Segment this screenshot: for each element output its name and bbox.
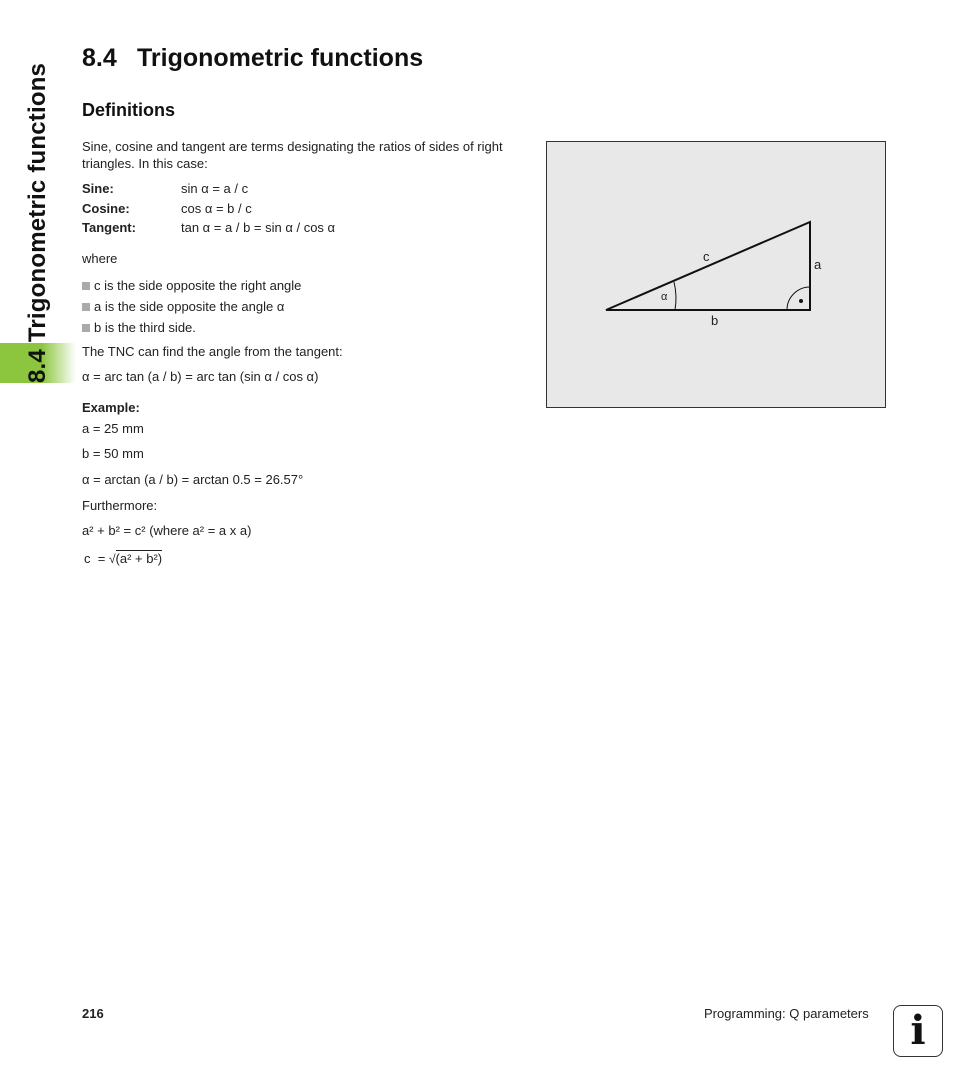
bullet-text: a is the side opposite the angle α — [94, 299, 285, 314]
subheading: Definitions — [82, 100, 175, 120]
bullet-square-icon — [82, 282, 90, 290]
label-b: b — [711, 313, 719, 328]
hypotenuse-formula — [84, 550, 162, 568]
formula-prefix: c = — [84, 551, 109, 566]
bullet-square-icon — [82, 303, 90, 311]
formula-radicand: (a² + b²) — [115, 551, 163, 566]
section-number: 8.4 — [82, 44, 117, 72]
definition-label: Sine: — [82, 181, 114, 196]
sqrt-icon: √ — [108, 552, 116, 566]
definition-label: Cosine: — [82, 200, 130, 216]
example-line: a² + b² = c² (where a² = a x a) — [82, 523, 252, 538]
page-title — [82, 44, 423, 73]
example-line: a = 25 mm — [82, 421, 144, 436]
right-angle-dot — [799, 299, 803, 303]
page-number: 216 — [82, 1006, 104, 1021]
definition-cosine — [82, 199, 335, 219]
triangle-figure — [546, 141, 886, 408]
tangent-text: The TNC can find the angle from the tangent: — [82, 344, 343, 359]
bullet-text: b is the third side. — [94, 320, 196, 335]
intro-text: Sine, cosine and tangent are terms designating the ratios of sides of right triangles. In this case: — [82, 139, 503, 171]
definition-tangent — [82, 218, 335, 238]
label-c: c — [703, 249, 710, 264]
angle-alpha-arc — [674, 282, 676, 310]
triangle-shape — [606, 222, 810, 310]
definition-label: Tangent: — [82, 220, 136, 235]
definition-formula: sin α = a / c — [181, 181, 249, 196]
label-alpha: α — [661, 291, 668, 303]
definition-formula: cos α = b / c — [181, 200, 252, 216]
bullet-square-icon — [82, 324, 90, 332]
definitions-list — [82, 179, 335, 238]
example-label: Example: — [82, 400, 140, 415]
side-section-title: 8.4 Trigonometric functions — [24, 62, 51, 383]
section-title: Trigonometric functions — [137, 44, 424, 72]
chapter-name: Programming: Q parameters — [704, 1006, 869, 1021]
info-icon — [893, 1005, 943, 1057]
list-item — [82, 275, 301, 296]
example-line: Furthermore: — [82, 498, 158, 513]
label-a: a — [814, 257, 822, 272]
triangle-diagram — [547, 142, 885, 407]
list-item — [82, 296, 301, 317]
example-line: α = arctan (a / b) = arctan 0.5 = 26.57° — [82, 472, 304, 487]
definition-formula: tan α = a / b = sin α / cos α — [181, 220, 336, 235]
right-angle-arc — [787, 287, 810, 310]
bullet-list — [82, 275, 301, 338]
where-text: where — [82, 251, 118, 266]
definition-sine — [82, 179, 335, 199]
example-line: b = 50 mm — [82, 446, 144, 461]
bullet-text: c is the side opposite the right angle — [94, 278, 302, 293]
tangent-formula: α = arc tan (a / b) = arc tan (sin α / cos α) — [82, 369, 319, 384]
list-item — [82, 317, 301, 338]
info-glyph: i — [910, 1007, 926, 1054]
